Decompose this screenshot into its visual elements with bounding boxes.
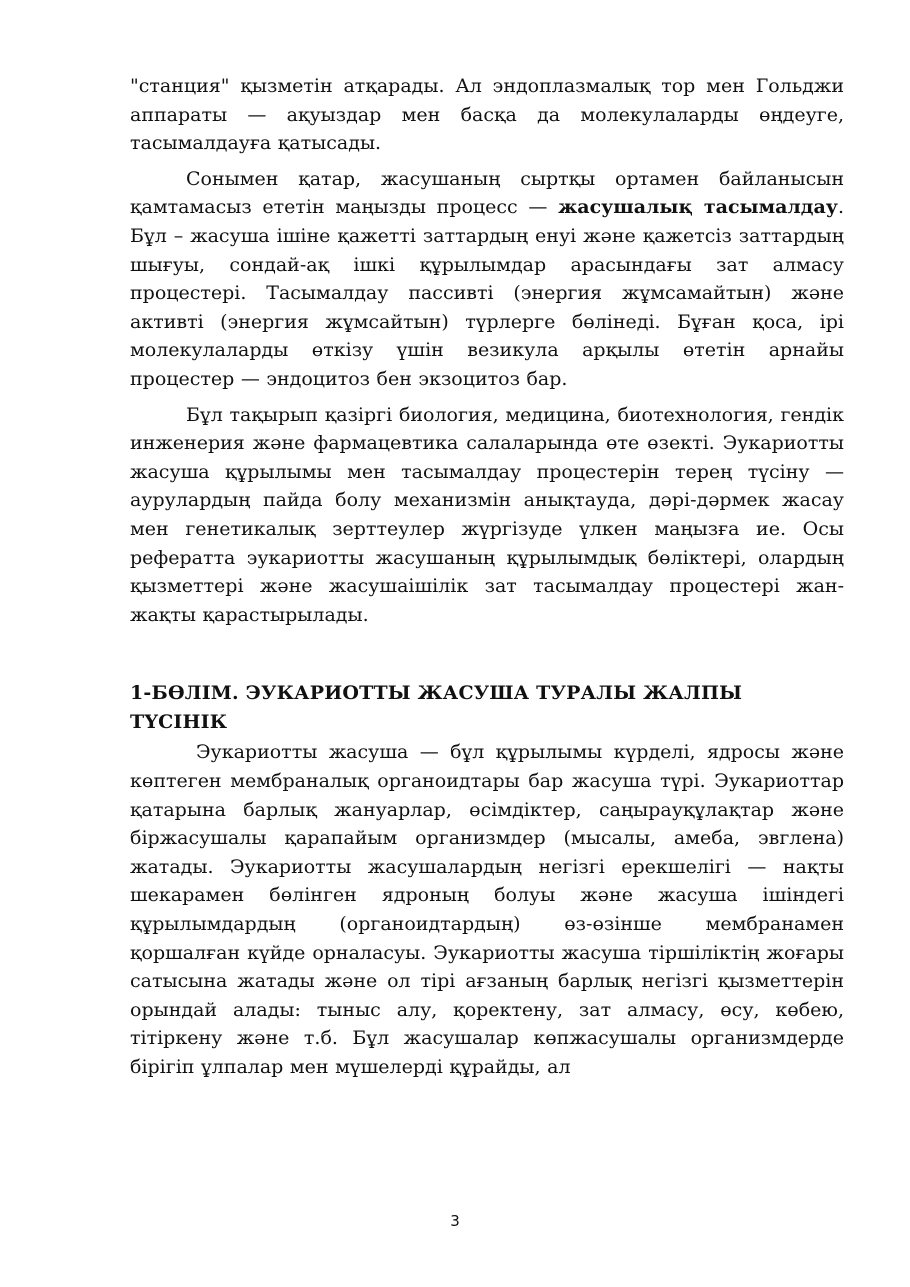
paragraph-cell-transport-body: . Бұл – жасуша ішіне қажетті заттардың енуі және қажетсіз заттардың шығуы, сондай-ақ ішкі құрылымдар арасындағы зат алмасу процестері. Тасымалдау пассивті (энергия жұмсамайтын) және активті (энергия жұмсайтын) түрлерге бөлінеді. Бұған қоса, ірі молекулаларды өткізу үшін везикула арқылы өтетін арнайы процестер — эндоцитоз бен экзоцитоз бар. (130, 196, 844, 390)
term-cell-transport: жасушалық тасымалдау (558, 196, 838, 219)
section-heading: 1-БӨЛІМ. ЭУКАРИОТТЫ ЖАСУША ТУРАЛЫ ЖАЛПЫ ТҮСІНІК (130, 682, 743, 733)
page-number: 3 (450, 1212, 460, 1230)
paragraph-cell-transport-intro: Сонымен қатар, жасушаның сыртқы ортамен байланысын қамтамасыз ететін маңызды процесс — (130, 167, 844, 219)
paragraph-cell-transport (130, 165, 844, 394)
document-page (130, 72, 844, 1082)
paragraph-relevance: Бұл тақырып қазіргі биология, медицина, биотехнология, гендік инженерия және фармацевтика салаларында өте өзекті. Эукариотты жасуша құрылымы мен тасымалдау процестерін терең түсіну — аурулардың пайда болу механизмін анықтауда, дәрі-дәрмек жасау мен генетикалық зерттеулер жүргізуде үлкен маңызға ие. Осы рефератта эукариотты жасушаның құрылымдық бөліктері, олардың қызметтері және жасушаішілік зат тасымалдау процестері жан-жақты қарастырылады. (130, 403, 844, 626)
paragraph-eukaryotic-cell: Эукариотты жасуша — бұл құрылымы күрделі, ядросы және көптеген мембраналық органоидтары бар жасуша түрі. Эукариоттар қатарына барлық жануарлар, өсімдіктер, саңырауқұлақтар және біржасушалы қарапайым организмдер (мысалы, амеба, эвглена) жатады. Эукариотты жасушалардың негізгі ерекшелігі — нақты шекарамен бөлінген ядроның болуы және жасуша ішіндегі құрылымдардың (органоидтардың) өз-өзінше мембранамен қоршалған күйде орналасуы. Эукариотты жасуша тіршіліктің жоғары сатысына жатады және ол тірі ағзаның барлық негізгі қызметтерін орындай алады: тыныс алу, қоректену, зат алмасу, өсу, көбею, тітіркену және т.б. Бұл жасушалар көпжасушалы организмдерде бірігіп ұлпалар мен мүшелерді құрайды, ал (130, 741, 844, 1078)
paragraph-continuation: "станция" қызметін атқарады. Ал эндоплазмалық тор мен Гольджи аппараты — ақуыздар мен басқа да молекулаларды өңдеуге, тасымалдауға қатысады. (130, 75, 844, 155)
